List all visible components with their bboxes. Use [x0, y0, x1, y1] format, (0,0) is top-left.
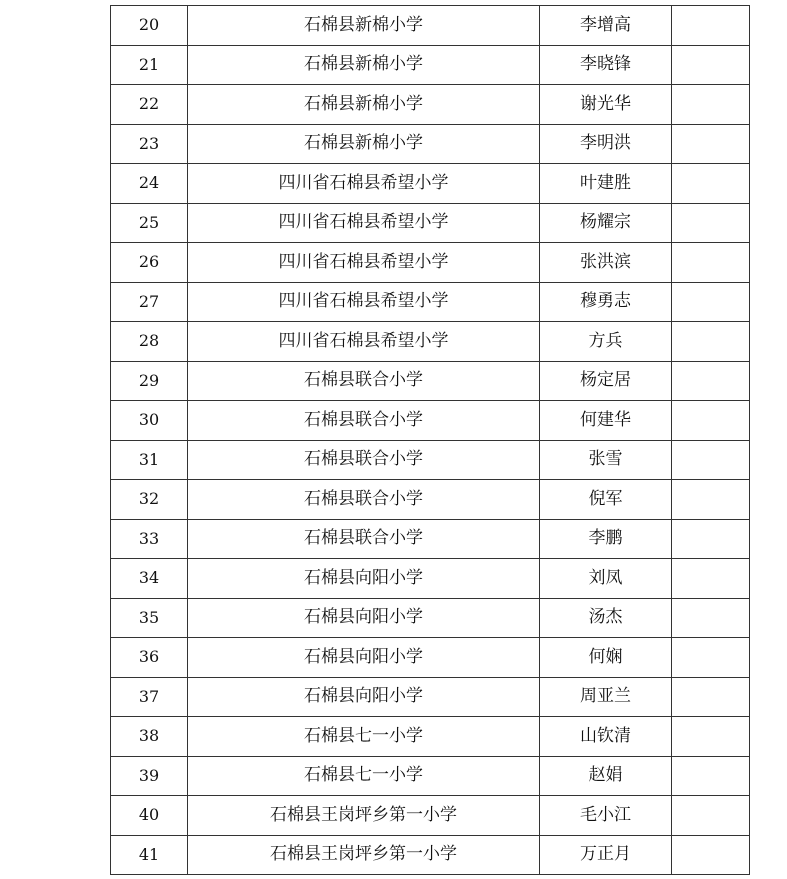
table-row [111, 164, 750, 204]
note-cell [672, 796, 750, 836]
table-row [111, 835, 750, 875]
table-row [111, 598, 750, 638]
table-row [111, 45, 750, 85]
row-number-cell: 23 [111, 124, 188, 164]
table-row [111, 401, 750, 441]
note-cell [672, 677, 750, 717]
person-name-cell: 何娴 [540, 638, 672, 678]
note-cell [672, 717, 750, 757]
roster-table [110, 5, 750, 875]
table-row [111, 440, 750, 480]
row-number-cell: 27 [111, 282, 188, 322]
roster-table-body [111, 6, 750, 875]
row-number-cell: 21 [111, 45, 188, 85]
person-name-cell: 周亚兰 [540, 677, 672, 717]
row-number-cell: 30 [111, 401, 188, 441]
person-name-cell: 汤杰 [540, 598, 672, 638]
table-row [111, 796, 750, 836]
school-cell: 石棉县联合小学 [188, 361, 540, 401]
school-cell: 四川省石棉县希望小学 [188, 243, 540, 283]
school-cell: 石棉县向阳小学 [188, 677, 540, 717]
table-row [111, 717, 750, 757]
school-cell: 石棉县七一小学 [188, 717, 540, 757]
person-name-cell: 杨定居 [540, 361, 672, 401]
school-cell: 石棉县新棉小学 [188, 45, 540, 85]
person-name-cell: 刘凤 [540, 559, 672, 599]
note-cell [672, 45, 750, 85]
table-row [111, 243, 750, 283]
school-cell: 四川省石棉县希望小学 [188, 282, 540, 322]
school-cell: 石棉县向阳小学 [188, 638, 540, 678]
row-number-cell: 38 [111, 717, 188, 757]
row-number-cell: 35 [111, 598, 188, 638]
person-name-cell: 穆勇志 [540, 282, 672, 322]
table-row [111, 124, 750, 164]
note-cell [672, 361, 750, 401]
row-number-cell: 29 [111, 361, 188, 401]
note-cell [672, 322, 750, 362]
row-number-cell: 34 [111, 559, 188, 599]
row-number-cell: 32 [111, 480, 188, 520]
row-number-cell: 41 [111, 835, 188, 875]
table-row [111, 361, 750, 401]
school-cell: 四川省石棉县希望小学 [188, 203, 540, 243]
note-cell [672, 6, 750, 46]
school-cell: 四川省石棉县希望小学 [188, 164, 540, 204]
person-name-cell: 李晓锋 [540, 45, 672, 85]
row-number-cell: 37 [111, 677, 188, 717]
note-cell [672, 243, 750, 283]
row-number-cell: 33 [111, 519, 188, 559]
note-cell [672, 598, 750, 638]
table-row [111, 559, 750, 599]
row-number-cell: 31 [111, 440, 188, 480]
table-row [111, 282, 750, 322]
table-row [111, 519, 750, 559]
school-cell: 石棉县新棉小学 [188, 85, 540, 125]
person-name-cell: 张洪滨 [540, 243, 672, 283]
note-cell [672, 519, 750, 559]
row-number-cell: 25 [111, 203, 188, 243]
table-row [111, 638, 750, 678]
person-name-cell: 山钦清 [540, 717, 672, 757]
school-cell: 石棉县王岗坪乡第一小学 [188, 835, 540, 875]
school-cell: 石棉县王岗坪乡第一小学 [188, 796, 540, 836]
person-name-cell: 何建华 [540, 401, 672, 441]
note-cell [672, 282, 750, 322]
table-row [111, 85, 750, 125]
row-number-cell: 36 [111, 638, 188, 678]
person-name-cell: 张雪 [540, 440, 672, 480]
row-number-cell: 22 [111, 85, 188, 125]
table-row [111, 203, 750, 243]
table-row [111, 677, 750, 717]
person-name-cell: 谢光华 [540, 85, 672, 125]
note-cell [672, 835, 750, 875]
person-name-cell: 方兵 [540, 322, 672, 362]
person-name-cell: 杨耀宗 [540, 203, 672, 243]
school-cell: 石棉县联合小学 [188, 480, 540, 520]
roster-table-container [110, 5, 749, 875]
school-cell: 石棉县联合小学 [188, 519, 540, 559]
person-name-cell: 倪军 [540, 480, 672, 520]
person-name-cell: 毛小江 [540, 796, 672, 836]
note-cell [672, 164, 750, 204]
school-cell: 石棉县向阳小学 [188, 559, 540, 599]
school-cell: 石棉县联合小学 [188, 440, 540, 480]
table-row [111, 6, 750, 46]
person-name-cell: 李明洪 [540, 124, 672, 164]
school-cell: 石棉县联合小学 [188, 401, 540, 441]
note-cell [672, 440, 750, 480]
row-number-cell: 26 [111, 243, 188, 283]
person-name-cell: 叶建胜 [540, 164, 672, 204]
note-cell [672, 638, 750, 678]
note-cell [672, 480, 750, 520]
person-name-cell: 李鹏 [540, 519, 672, 559]
table-row [111, 756, 750, 796]
school-cell: 石棉县新棉小学 [188, 124, 540, 164]
person-name-cell: 赵娟 [540, 756, 672, 796]
note-cell [672, 559, 750, 599]
table-row [111, 480, 750, 520]
row-number-cell: 39 [111, 756, 188, 796]
school-cell: 石棉县新棉小学 [188, 6, 540, 46]
person-name-cell: 李增高 [540, 6, 672, 46]
person-name-cell: 万正月 [540, 835, 672, 875]
row-number-cell: 28 [111, 322, 188, 362]
school-cell: 石棉县七一小学 [188, 756, 540, 796]
note-cell [672, 756, 750, 796]
note-cell [672, 124, 750, 164]
note-cell [672, 203, 750, 243]
row-number-cell: 40 [111, 796, 188, 836]
note-cell [672, 85, 750, 125]
school-cell: 四川省石棉县希望小学 [188, 322, 540, 362]
row-number-cell: 24 [111, 164, 188, 204]
row-number-cell: 20 [111, 6, 188, 46]
table-row [111, 322, 750, 362]
school-cell: 石棉县向阳小学 [188, 598, 540, 638]
note-cell [672, 401, 750, 441]
